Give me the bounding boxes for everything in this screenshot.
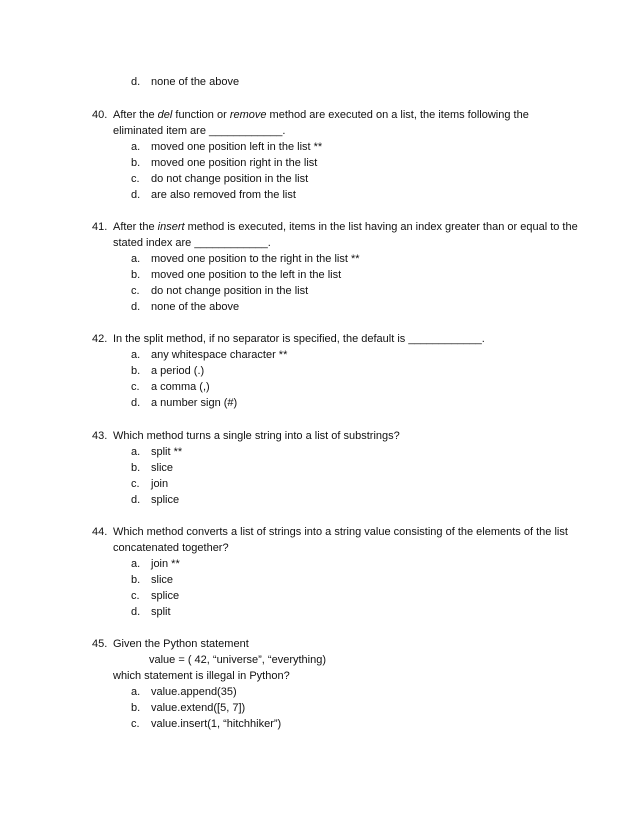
q44-option-a-letter: a. bbox=[131, 558, 141, 570]
q41-option-d-letter: d. bbox=[131, 301, 141, 313]
q41-option-c-letter: c. bbox=[131, 285, 140, 297]
q43-option-b-letter: b. bbox=[131, 462, 141, 474]
q44-number: 44. bbox=[92, 526, 108, 538]
q41-option-c-text: do not change position in the list bbox=[151, 285, 309, 297]
q45-option-a-text: value.append(35) bbox=[151, 686, 237, 698]
q42-stem-line1: In the split method, if no separator is specified, the default is ____________. bbox=[113, 333, 485, 345]
q42-option-a-letter: a. bbox=[131, 349, 141, 361]
q43-option-d-letter: d. bbox=[131, 494, 141, 506]
q43-option-a-letter: a. bbox=[131, 446, 141, 458]
q45-code-statement: value = ( 42, “universe”, “everything) bbox=[149, 654, 326, 666]
q41-option-a-letter: a. bbox=[131, 253, 141, 265]
q40-number: 40. bbox=[92, 109, 108, 121]
q40-option-d-text: are also removed from the list bbox=[151, 189, 296, 201]
q41-option-b-letter: b. bbox=[131, 269, 141, 281]
q44-option-b-letter: b. bbox=[131, 574, 141, 586]
q45-option-b-text: value.extend([5, 7]) bbox=[151, 702, 246, 714]
q40-option-c-text: do not change position in the list bbox=[151, 173, 309, 185]
q39-option-d-text: none of the above bbox=[151, 76, 240, 88]
q44-option-d-text: split bbox=[151, 606, 171, 618]
q40-stem-line2: eliminated item are ____________. bbox=[113, 125, 286, 137]
q44-stem-line1: Which method converts a list of strings into a string value consisting of the elements of the list bbox=[113, 526, 568, 538]
q40-option-d-letter: d. bbox=[131, 189, 141, 201]
q43-option-b-text: slice bbox=[151, 462, 174, 474]
q45-option-a-letter: a. bbox=[131, 686, 141, 698]
q41-stem-line1: After the insert method is executed, items in the list having an index greater than or equal to the bbox=[113, 221, 578, 233]
q41-stem-line2: stated index are ____________. bbox=[113, 237, 271, 249]
q42-option-b-text: a period (.) bbox=[151, 365, 205, 377]
q43-option-c-letter: c. bbox=[131, 478, 140, 490]
q43-option-c-text: join bbox=[151, 478, 169, 490]
q40-option-a-letter: a. bbox=[131, 141, 141, 153]
q42-option-c-letter: c. bbox=[131, 381, 140, 393]
q42-number: 42. bbox=[92, 333, 108, 345]
q40-option-b-letter: b. bbox=[131, 157, 141, 169]
q44-option-b-text: slice bbox=[151, 574, 174, 586]
q45-stem-line1: Given the Python statement bbox=[113, 638, 249, 650]
q44-option-d-letter: d. bbox=[131, 606, 141, 618]
q40-option-c-letter: c. bbox=[131, 173, 140, 185]
q44-option-a-text: join ** bbox=[151, 558, 180, 570]
q43-option-a-text: split ** bbox=[151, 446, 183, 458]
q44-option-c-letter: c. bbox=[131, 590, 140, 602]
q42-option-d-letter: d. bbox=[131, 397, 141, 409]
q41-option-b-text: moved one position to the left in the list bbox=[151, 269, 342, 281]
q42-option-d-text: a number sign (#) bbox=[151, 397, 238, 409]
q44-stem-line2: concatenated together? bbox=[113, 542, 229, 554]
q40-option-a-text: moved one position left in the list ** bbox=[151, 141, 323, 153]
q39-option-d-letter: d. bbox=[131, 76, 141, 88]
q45-number: 45. bbox=[92, 638, 108, 650]
q45-option-b-letter: b. bbox=[131, 702, 141, 714]
q42-option-b-letter: b. bbox=[131, 365, 141, 377]
q40-option-b-text: moved one position right in the list bbox=[151, 157, 318, 169]
q43-number: 43. bbox=[92, 430, 108, 442]
q45-option-c-letter: c. bbox=[131, 718, 140, 730]
q45-option-c-text: value.insert(1, “hitchhiker”) bbox=[151, 718, 282, 730]
q45-stem-line3: which statement is illegal in Python? bbox=[113, 670, 290, 682]
q41-option-d-text: none of the above bbox=[151, 301, 240, 313]
q43-stem-line1: Which method turns a single string into a list of substrings? bbox=[113, 430, 400, 442]
q43-option-d-text: splice bbox=[151, 494, 180, 506]
q44-option-c-text: splice bbox=[151, 590, 180, 602]
q42-option-c-text: a comma (,) bbox=[151, 381, 210, 393]
q42-option-a-text: any whitespace character ** bbox=[151, 349, 288, 361]
q41-number: 41. bbox=[92, 221, 108, 233]
q40-stem-line1: After the del function or remove method are executed on a list, the items following the bbox=[113, 109, 529, 121]
q41-option-a-text: moved one position to the right in the list ** bbox=[151, 253, 360, 265]
